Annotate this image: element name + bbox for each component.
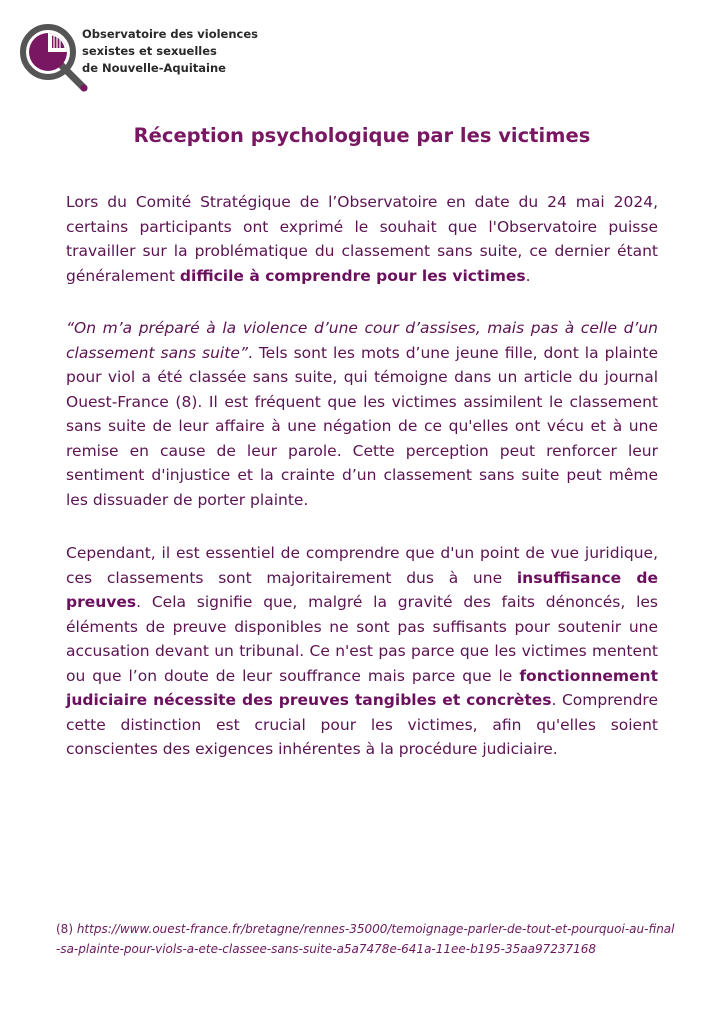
paragraph-text: . Comprendre cette distinction est crucial pour les victimes, afin qu'elles soient conscientes des exigences inhérentes à la procédure judiciaire. (66, 691, 658, 758)
emphasis-text: difficile à comprendre pour les victimes (179, 266, 526, 285)
org-name-line1: Observatoire des violences (82, 27, 259, 41)
paragraph-explication (66, 541, 658, 762)
paragraph-text: . (525, 266, 531, 285)
org-name-line3: de Nouvelle-Aquitaine (82, 61, 226, 75)
page-title: Réception psychologique par les victimes (133, 124, 591, 147)
footnote (56, 920, 676, 959)
paragraph-temoignage (66, 316, 658, 512)
paragraph-text: Cependant, il est essentiel de comprendre que d'un point de vue juridique, ces classements sont majoritairement dus à une (66, 544, 658, 587)
quote-text: “On m’a préparé à la violence d’une cour d’assises, mais pas à celle d’un classement sans suite” (66, 319, 658, 362)
paragraph-text: Lors du Comité Stratégique de l’Observatoire en date du 24 mai 2024, certains participants ont exprimé le souhait que l'Observatoire puisse travailler sur la problématique du classement sans suite, ce dernier étant généralement (66, 193, 658, 285)
paragraph-comite (66, 190, 658, 288)
emphasis-text: insuffisance de preuves (66, 568, 658, 611)
paragraph-text: . Tels sont les mots d’une jeune fille, dont la plainte pour viol a été classée sans suite, qui témoigne dans un article du journal Ouest-France (8). Il est fréquent que les victimes assimilent le classement sans suite de leur affaire à une négation de ce qu'elles ont vécu et à une remise en cause de leur parole. Cette perception peut renforcer leur sentiment d'injustice et la crainte d’un classement sans suite peut même les dissuader de porter plainte. (66, 343, 658, 509)
footnote-link[interactable]: https://www.ouest-france.fr/bretagne/rennes-35000/temoignage-parler-de-tout-et-pourquoi-au-final-sa-plainte-pour-viols-a-ete-classee-sans-suite-a5a7478e-641a-11ee-b195-35aa97237168 (56, 922, 675, 956)
organization-name (82, 26, 258, 77)
emphasis-text: fonctionnement judiciaire nécessite des preuves tangibles et concrètes (66, 666, 658, 709)
paragraph-text: . Cela signifie que, malgré la gravité des faits dénoncés, les éléments de preuve disponibles ne sont pas suffisants pour soutenir une accusation devant un tribunal. Ce n'est pas parce que les victimes mentent ou que l’on doute de leur souffrance mais parce que le (66, 593, 658, 685)
footnote-marker: (8) (56, 922, 73, 936)
org-name-line2: sexistes et sexuelles (82, 44, 217, 58)
